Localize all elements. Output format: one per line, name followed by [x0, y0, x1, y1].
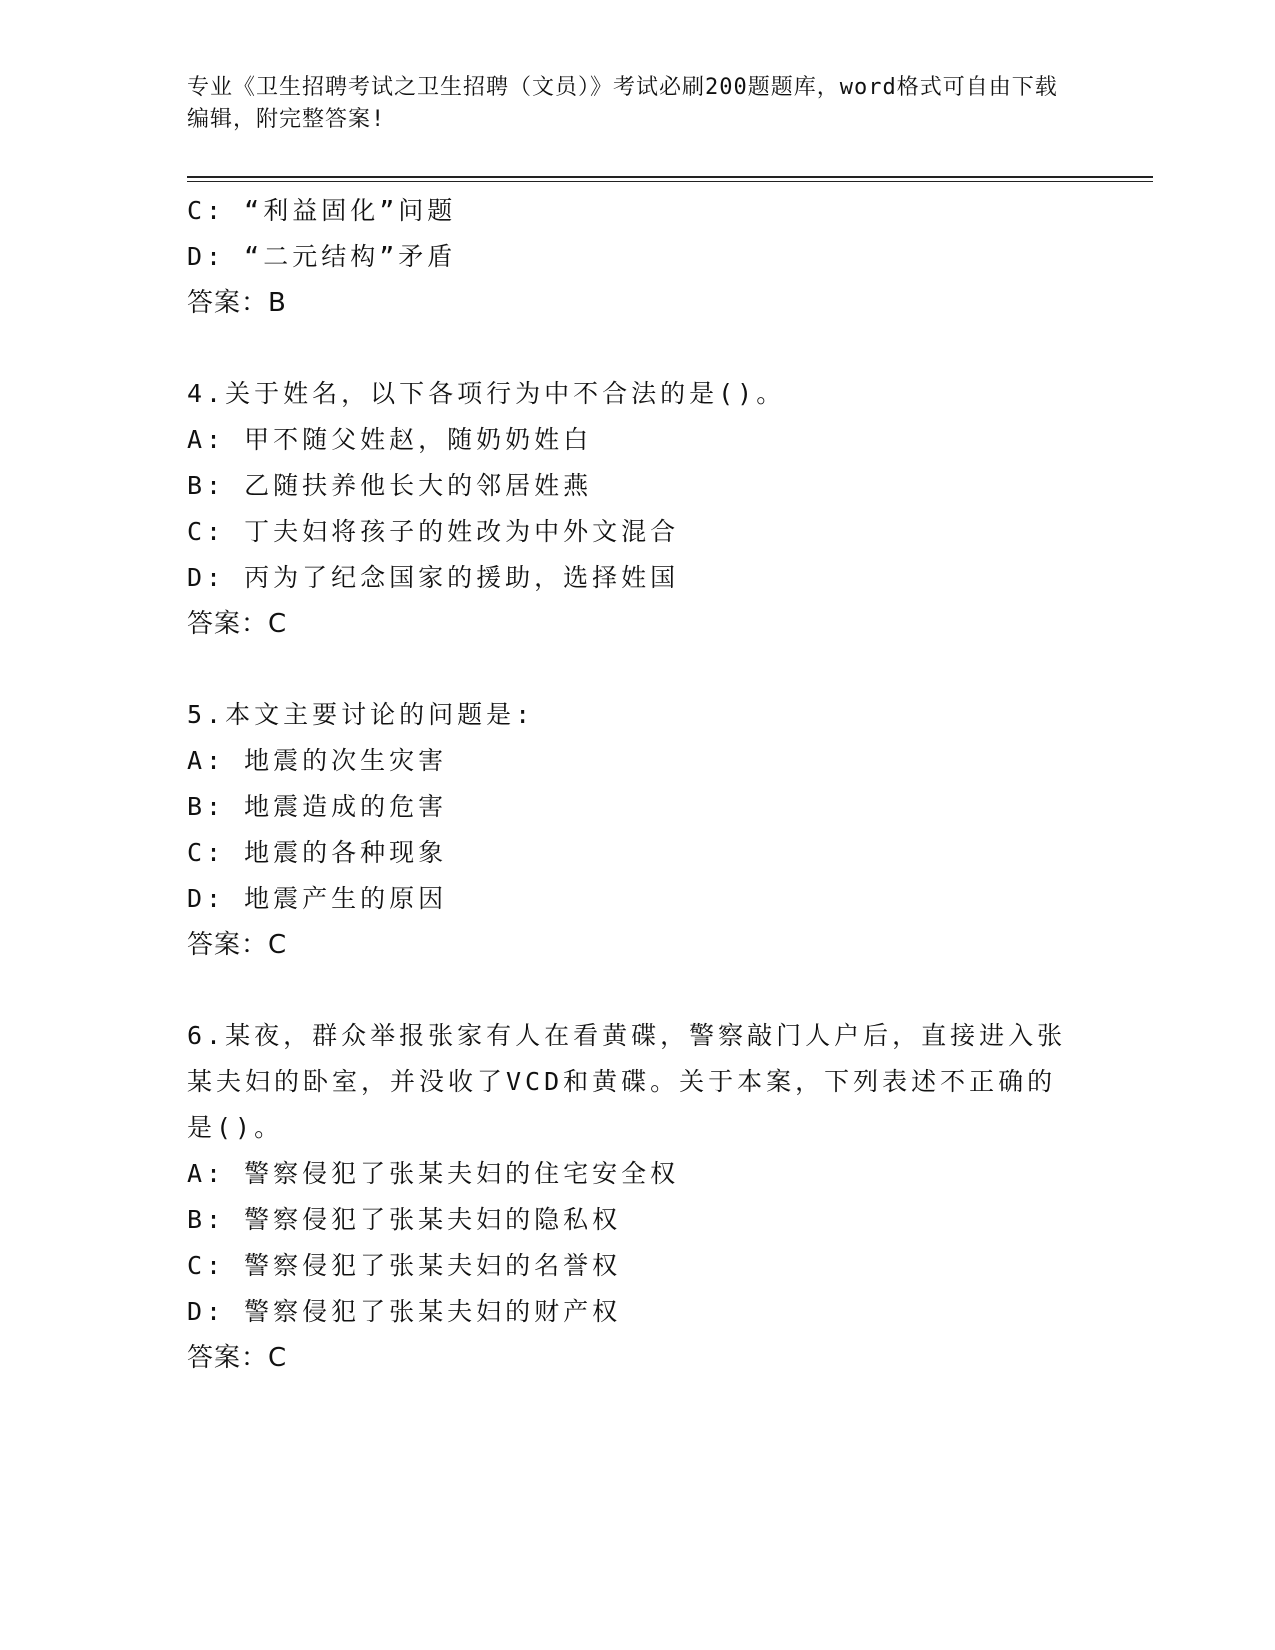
option-c: C: 丁夫妇将孩子的姓改为中外文混合 — [187, 517, 680, 546]
option-d: D: 丙为了纪念国家的援助，选择姓国 — [187, 563, 680, 592]
question-5 — [187, 692, 1087, 968]
question-stem: 4.关于姓名，以下各项行为中不合法的是()。 — [187, 379, 786, 408]
option-c: C: 警察侵犯了张某夫妇的名誉权 — [187, 1251, 622, 1280]
option-d: D: “二元结构”矛盾 — [187, 242, 457, 271]
document-header — [187, 72, 1067, 136]
header-divider-thin — [187, 181, 1153, 182]
option-b: B: 乙随扶养他长大的邻居姓燕 — [187, 471, 593, 500]
option-d: D: 警察侵犯了张某夫妇的财产权 — [187, 1297, 622, 1326]
question-stem: 5.本文主要讨论的问题是: — [187, 700, 535, 729]
option-b: B: 地震造成的危害 — [187, 792, 448, 821]
question-6 — [187, 1013, 1087, 1381]
question-stem-line-3: 是()。 — [187, 1113, 284, 1142]
question-stem-line-1: 6.某夜，群众举报张家有人在看黄碟，警察敲门人户后，直接进入张 — [187, 1021, 1067, 1050]
option-a: A: 甲不随父姓赵，随奶奶姓白 — [187, 425, 593, 454]
header-divider-thick — [187, 176, 1153, 178]
answer-line: 答案：C — [187, 930, 288, 960]
option-b: B: 警察侵犯了张某夫妇的隐私权 — [187, 1205, 622, 1234]
spacer — [187, 968, 1087, 1013]
question-list — [187, 188, 1087, 1381]
answer-line: 答案：B — [187, 288, 287, 318]
option-d: D: 地震产生的原因 — [187, 884, 448, 913]
answer-line: 答案：C — [187, 1343, 288, 1373]
option-a: A: 地震的次生灾害 — [187, 746, 448, 775]
option-c: C: 地震的各种现象 — [187, 838, 448, 867]
header-title: 专业《卫生招聘考试之卫生招聘（文员）》考试必刷200题题库，word格式可自由下载编辑，附完整答案! — [187, 75, 1058, 132]
spacer — [187, 647, 1087, 692]
spacer — [187, 326, 1087, 371]
question-stem-line-2: 某夫妇的卧室，并没收了VCD和黄碟。关于本案，下列表述不正确的 — [187, 1067, 1057, 1096]
question-4 — [187, 371, 1087, 647]
option-c: C: “利益固化”问题 — [187, 196, 457, 225]
answer-line: 答案：C — [187, 609, 288, 639]
option-a: A: 警察侵犯了张某夫妇的住宅安全权 — [187, 1159, 680, 1188]
